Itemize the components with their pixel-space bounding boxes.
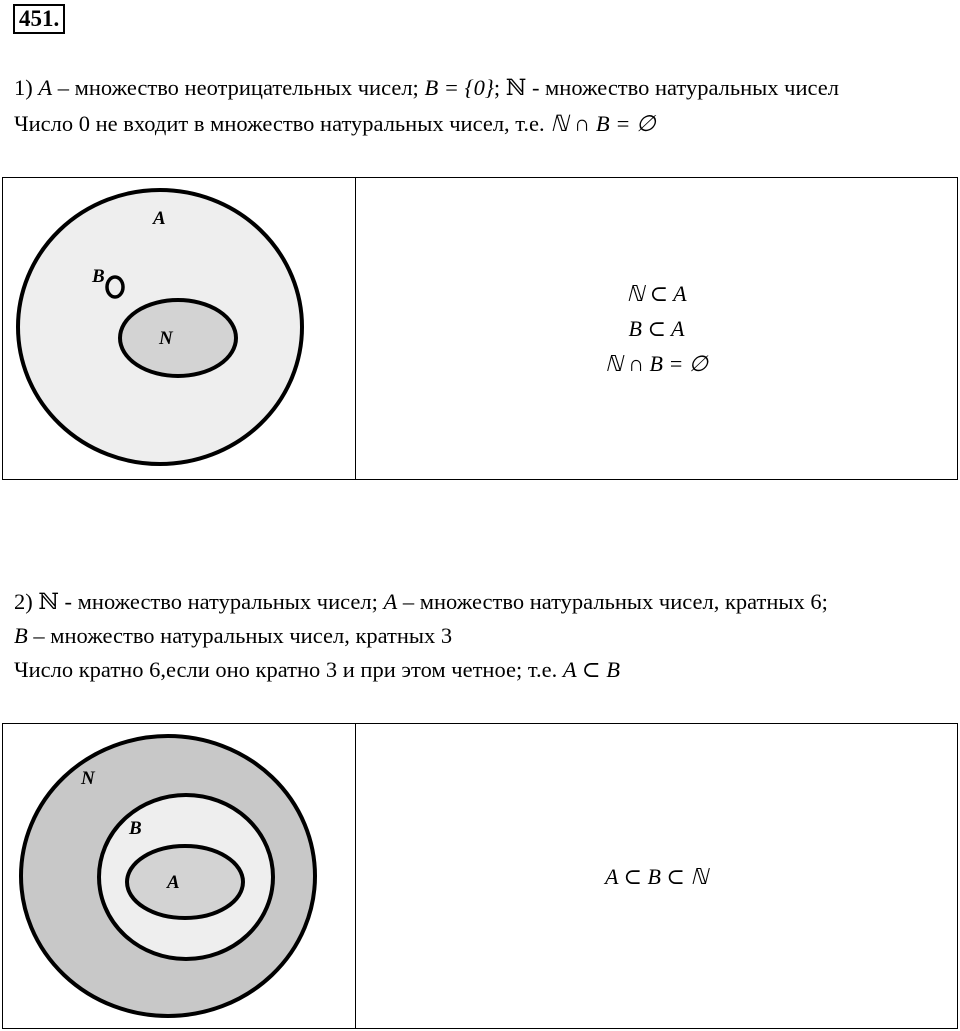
set-b-label: B (92, 266, 105, 287)
part1-venn-diagram (3, 178, 355, 478)
relation-a-subset-b-subset-n: A ⊂ B ⊂ ℕ (605, 863, 708, 889)
part2-table (2, 723, 958, 1029)
part1-line1 (14, 74, 839, 102)
part1-text-a: – множество неотрицательных чисел; (52, 75, 425, 100)
part2-line3 (14, 656, 620, 684)
part2-line2 (14, 622, 452, 650)
part1-line2-formula: ℕ ∩ B = ∅ (550, 111, 656, 136)
part1-line2-text: Число 0 не входит в множество натуральных чисел, т.е. (14, 111, 551, 136)
set-n-ellipse (120, 300, 236, 376)
set-b-symbol-2: B (14, 623, 28, 648)
part2-relations-cell (356, 724, 957, 1028)
part1-relations-cell (356, 178, 957, 479)
part2-venn-diagram (3, 724, 355, 1027)
set-a-symbol: A (38, 75, 53, 100)
part1-prefix: 1) (14, 75, 39, 100)
set-a-ellipse (127, 846, 243, 918)
part1-table (2, 177, 958, 480)
part1-line2 (14, 110, 656, 138)
set-b-definition: B = {0} (424, 75, 494, 100)
part1-text-b: ; ℕ - множество натуральных чисел (493, 75, 840, 100)
relation-n-subset-a: ℕ ⊂ A (626, 281, 687, 306)
part2-line3-formula: A ⊂ B (562, 657, 621, 682)
part2-line1 (14, 588, 828, 616)
set-n-label-2: N (81, 768, 95, 789)
relation-n-intersect-b: ℕ ∩ B = ∅ (605, 351, 708, 376)
set-b-label-2: B (129, 818, 142, 839)
part2-line1-text: – множество натуральных чисел, кратных 6; (397, 589, 828, 614)
set-a-label-2: A (167, 872, 180, 893)
part2-line2-text: – множество натуральных чисел, кратных 3 (27, 623, 453, 648)
part2-line3-text: Число кратно 6,если оно кратно 3 и при этом четное; т.е. (14, 657, 563, 682)
part2-prefix: 2) ℕ - множество натуральных чисел; (14, 589, 384, 614)
set-n-label: N (159, 328, 173, 349)
set-b-ellipse (107, 277, 123, 297)
relation-b-subset-a: B ⊂ A (628, 316, 685, 341)
problem-number: 451. (13, 4, 65, 34)
part1-diagram-cell (3, 178, 356, 479)
set-a-symbol-2: A (383, 589, 398, 614)
part2-diagram-cell (3, 724, 356, 1028)
set-a-label: A (153, 208, 166, 229)
